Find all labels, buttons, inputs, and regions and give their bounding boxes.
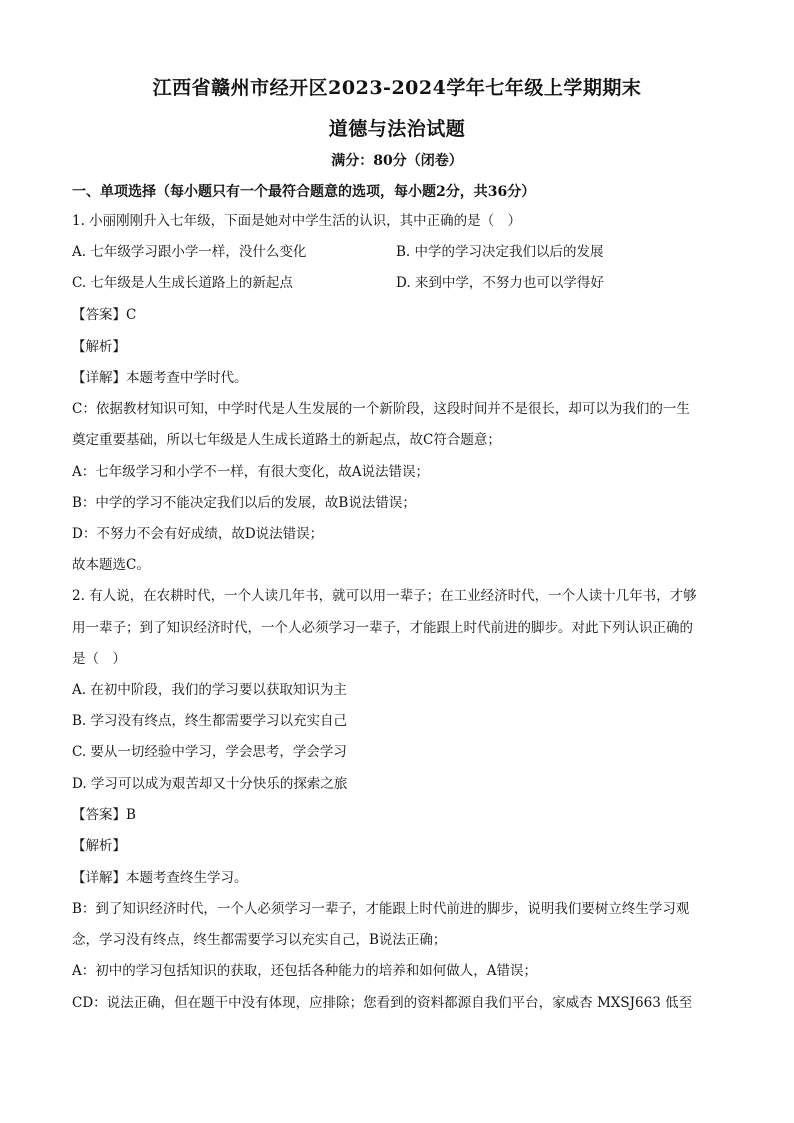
q2-stem-line1: 2. 有人说，在农耕时代，一个人读几年书，就可以用一辈子；在工业经济时代，一个人读十几年书，才够 <box>72 588 697 604</box>
q2-answer: 【答案】B <box>72 807 136 823</box>
q1-answer: 【答案】C <box>72 307 137 323</box>
q2-option-d: D. 学习可以成为艰苦却又十分快乐的探索之旅 <box>72 776 348 792</box>
q1-explanation-b: B：中学的学习不能决定我们以后的发展，故B说法错误； <box>72 495 416 511</box>
q2-option-b: B. 学习没有终点，终生都需要学习以充实自己 <box>72 713 348 729</box>
score-info: 满分：80分（闭卷） <box>331 153 463 169</box>
q1-option-b: B. 中学的学习决定我们以后的发展 <box>396 244 604 260</box>
q1-explanation-c-line2: 奠定重要基础，所以七年级是人生成长道路土的新起点，故C符合题意； <box>72 432 501 448</box>
q2-stem-line2: 用一辈子；到了知识经济时代，一个人必须学习一辈子，才能跟上时代前进的脚步。对此下列认识正确的 <box>72 620 693 636</box>
section-heading: 一、单项选择（每小题只有一个最符合题意的选项，每小题2分，共36分） <box>72 184 536 200</box>
q1-analysis-label: 【解析】 <box>72 339 126 355</box>
q2-detail: 【详解】本题考查终生学习。 <box>72 870 248 886</box>
q2-option-c: C. 要从一切经验中学习，学会思考，学会学习 <box>72 744 347 760</box>
q1-explanation-a: A：七年级学习和小学不一样，有很大变化，故A说法错误； <box>72 464 429 480</box>
q2-option-a: A. 在初中阶段，我们的学习要以获取知识为主 <box>72 682 347 698</box>
q1-option-c: C. 七年级是人生成长道路上的新起点 <box>72 275 293 291</box>
q1-detail: 【详解】本题考查中学时代。 <box>72 370 248 386</box>
document-subtitle: 道德与法治试题 <box>328 118 466 140</box>
q2-explanation-a: A：初中的学习包括知识的获取，还包括各种能力的培养和如何做人，A错误； <box>72 963 537 979</box>
q2-explanation-cd: CD：说法正确，但在题干中没有体现，应排除；您看到的资料都源自我们平台，家威杏 MXSJ663 低至 <box>72 995 693 1011</box>
q1-stem: 1. 小丽刚刚升入七年级，下面是她对中学生活的认识，其中正确的是（ ） <box>72 213 522 229</box>
q1-option-d: D. 来到中学，不努力也可以学得好 <box>396 275 604 291</box>
document-title: 江西省赣州市经开区2023-2024学年七年级上学期期末 <box>152 77 642 99</box>
q2-analysis-label: 【解析】 <box>72 838 126 854</box>
q1-explanation-c-line1: C：依据教材知识可知，中学时代是人生发展的一个新阶段，这段时间并不是很长，却可以为我们的一生 <box>72 401 690 417</box>
q2-stem-line3: 是（ ） <box>72 651 126 667</box>
q1-option-a: A. 七年级学习跟小学一样，没什么变化 <box>72 244 307 260</box>
q2-explanation-b-line1: B：到了知识经济时代，一个人必须学习一辈子，才能跟上时代前进的脚步，说明我们要树立终生学习观 <box>72 901 690 917</box>
q1-conclusion: 故本题选C。 <box>72 557 150 573</box>
q2-explanation-b-line2: 念，学习没有终点，终生都需要学习以充实自己，B说法正确； <box>72 932 447 948</box>
q1-explanation-d: D：不努力不会有好成绩，故D说法错误； <box>72 526 324 542</box>
